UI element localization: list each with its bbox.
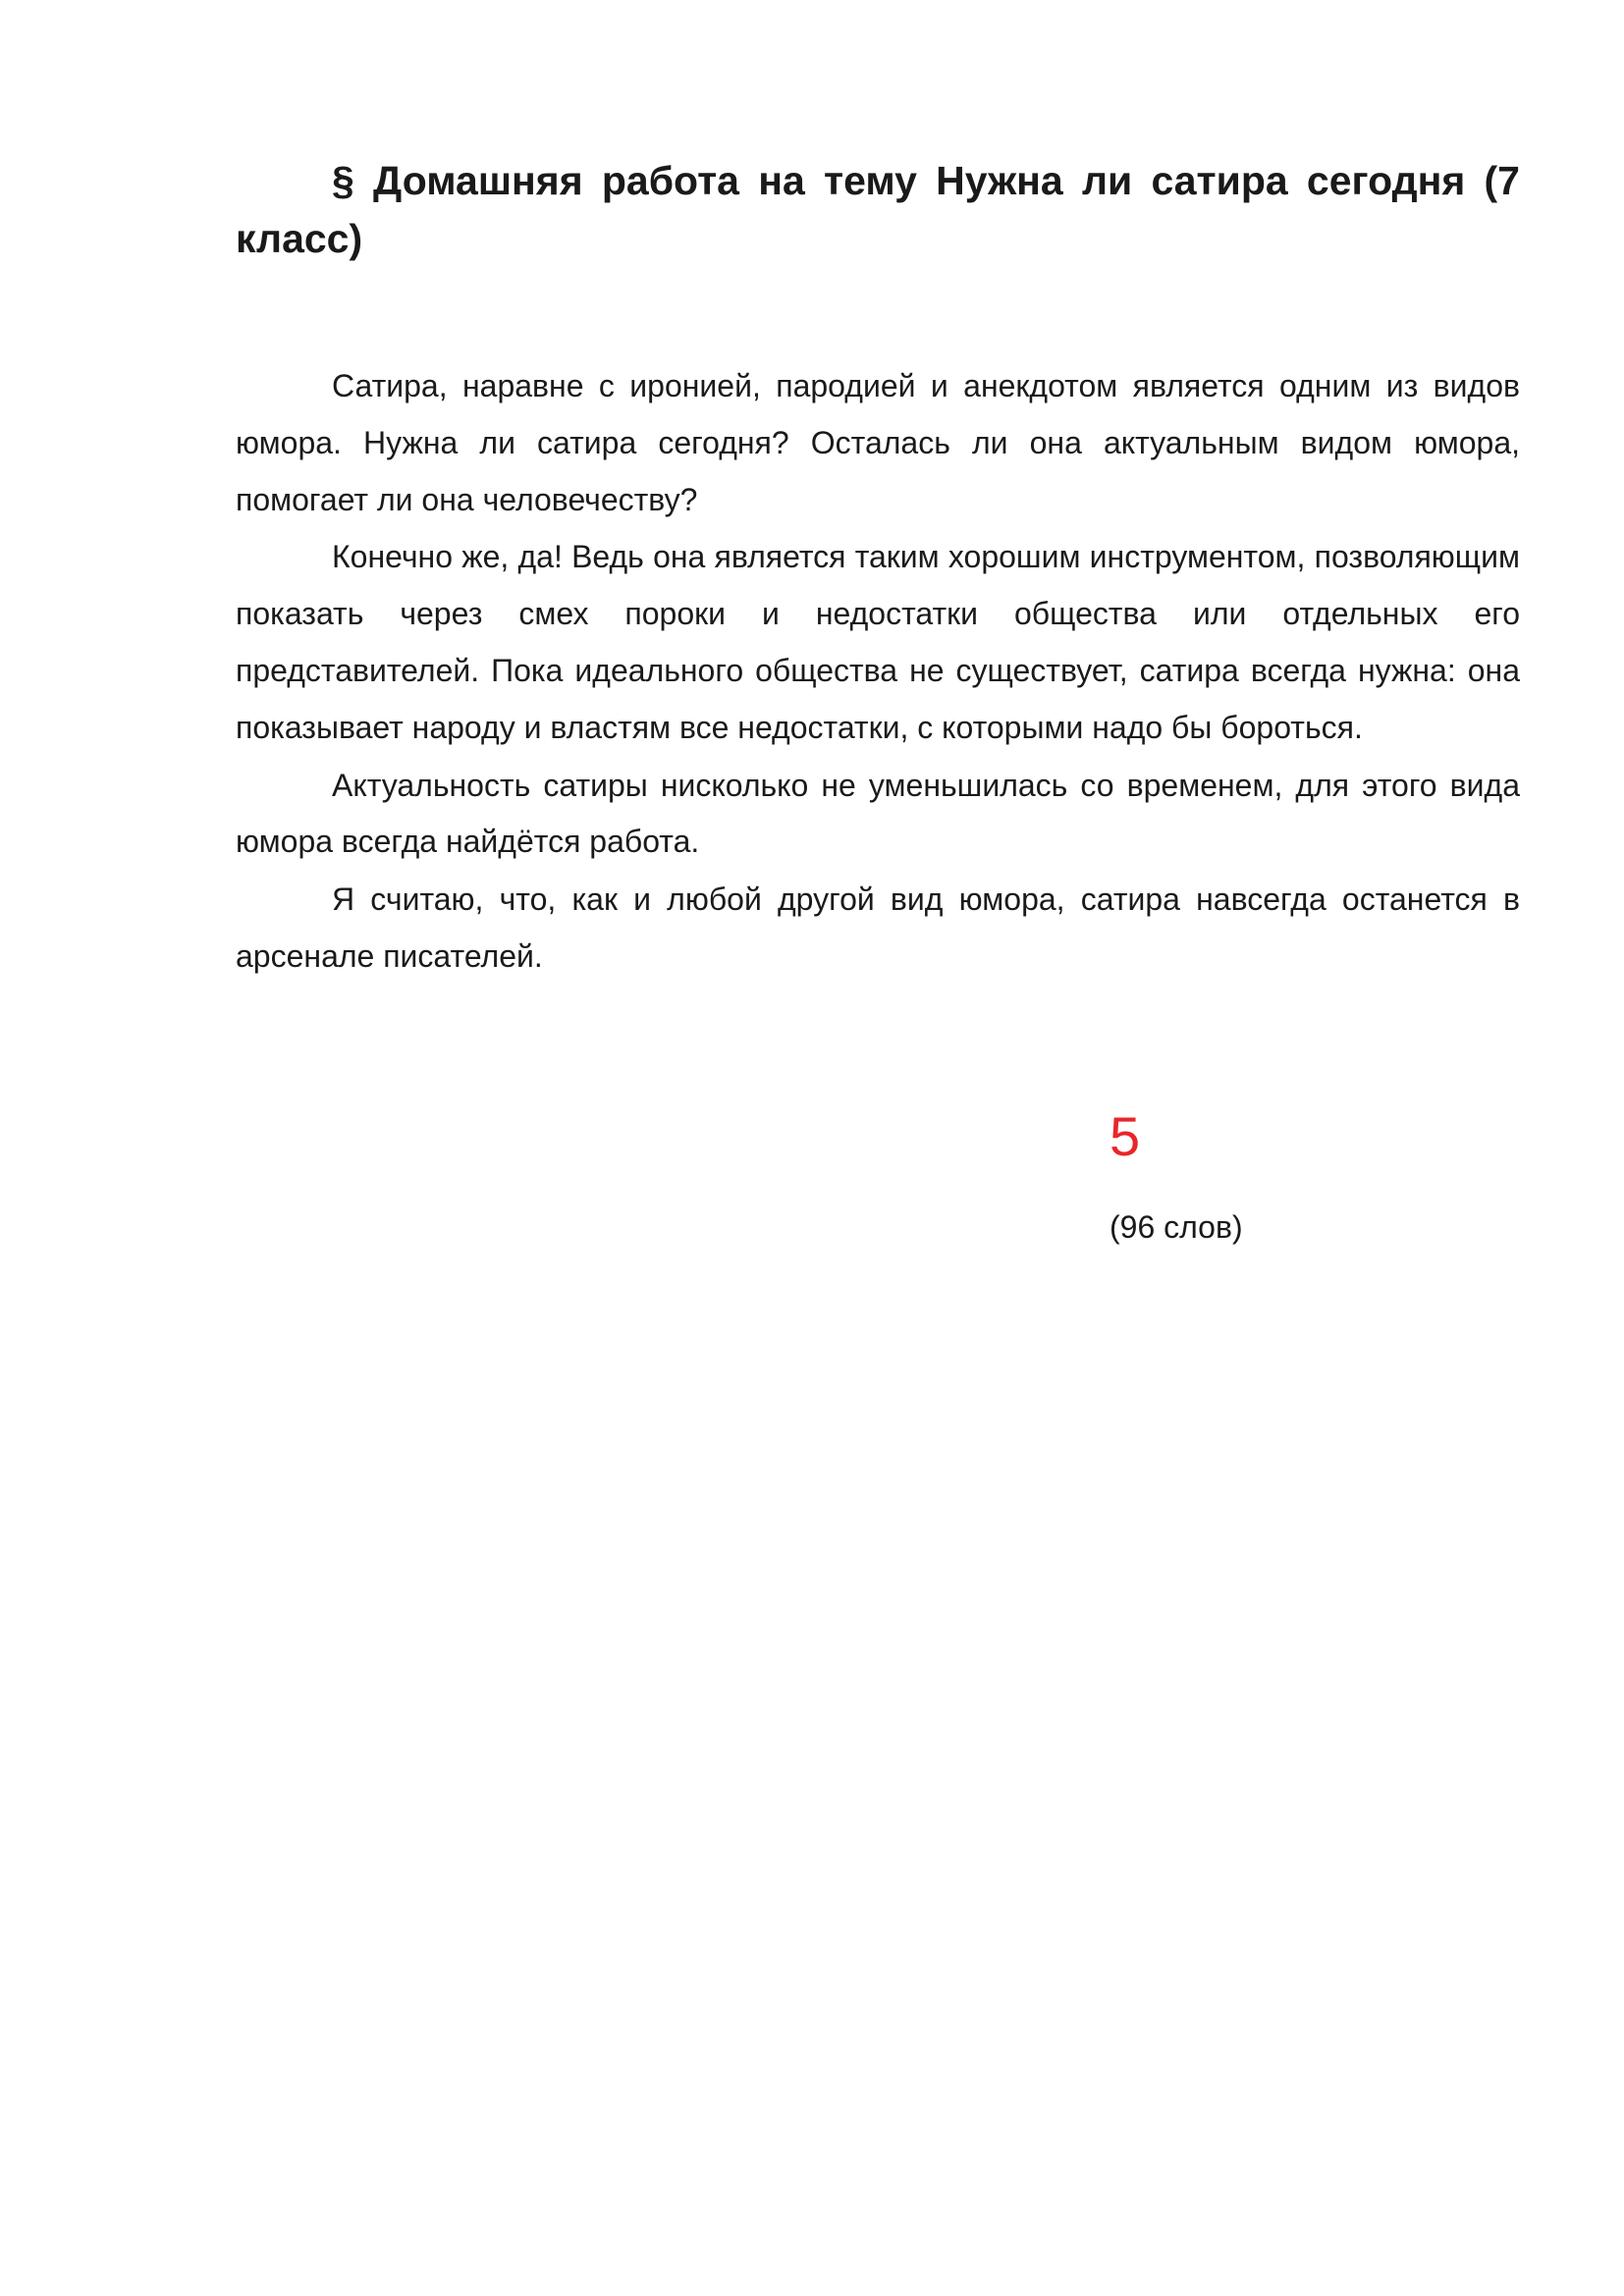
essay-paragraph-4: Я считаю, что, как и любой другой вид юмора, сатира навсегда останется в арсенале писателей.: [236, 881, 1520, 974]
essay-body: [236, 358, 1520, 987]
document-title: § Домашняя работа на тему Нужна ли сатира сегодня (7 класс): [236, 158, 1520, 261]
grade-mark: 5: [1110, 1105, 1141, 1167]
word-count: (96 слов): [1110, 1209, 1243, 1245]
essay-paragraph-1: Сатира, наравне с иронией, пародией и анекдотом является одним из видов юмора. Нужна ли сатира сегодня? Осталась ли она актуальным видом юмора, помогает ли она человечеству?: [236, 368, 1520, 517]
essay-paragraph-3: Актуальность сатиры нисколько не уменьшилась со временем, для этого вида юмора всегда найдётся работа.: [236, 767, 1520, 860]
essay-paragraph-2: Конечно же, да! Ведь она является таким хорошим инструментом, позволяющим показать через смех пороки и недостатки общества или отдельных его представителей. Пока идеального общества не существует, сатира всегда нужна: она показывает народу и властям все недостатки, с которыми надо бы бороться.: [236, 539, 1520, 745]
